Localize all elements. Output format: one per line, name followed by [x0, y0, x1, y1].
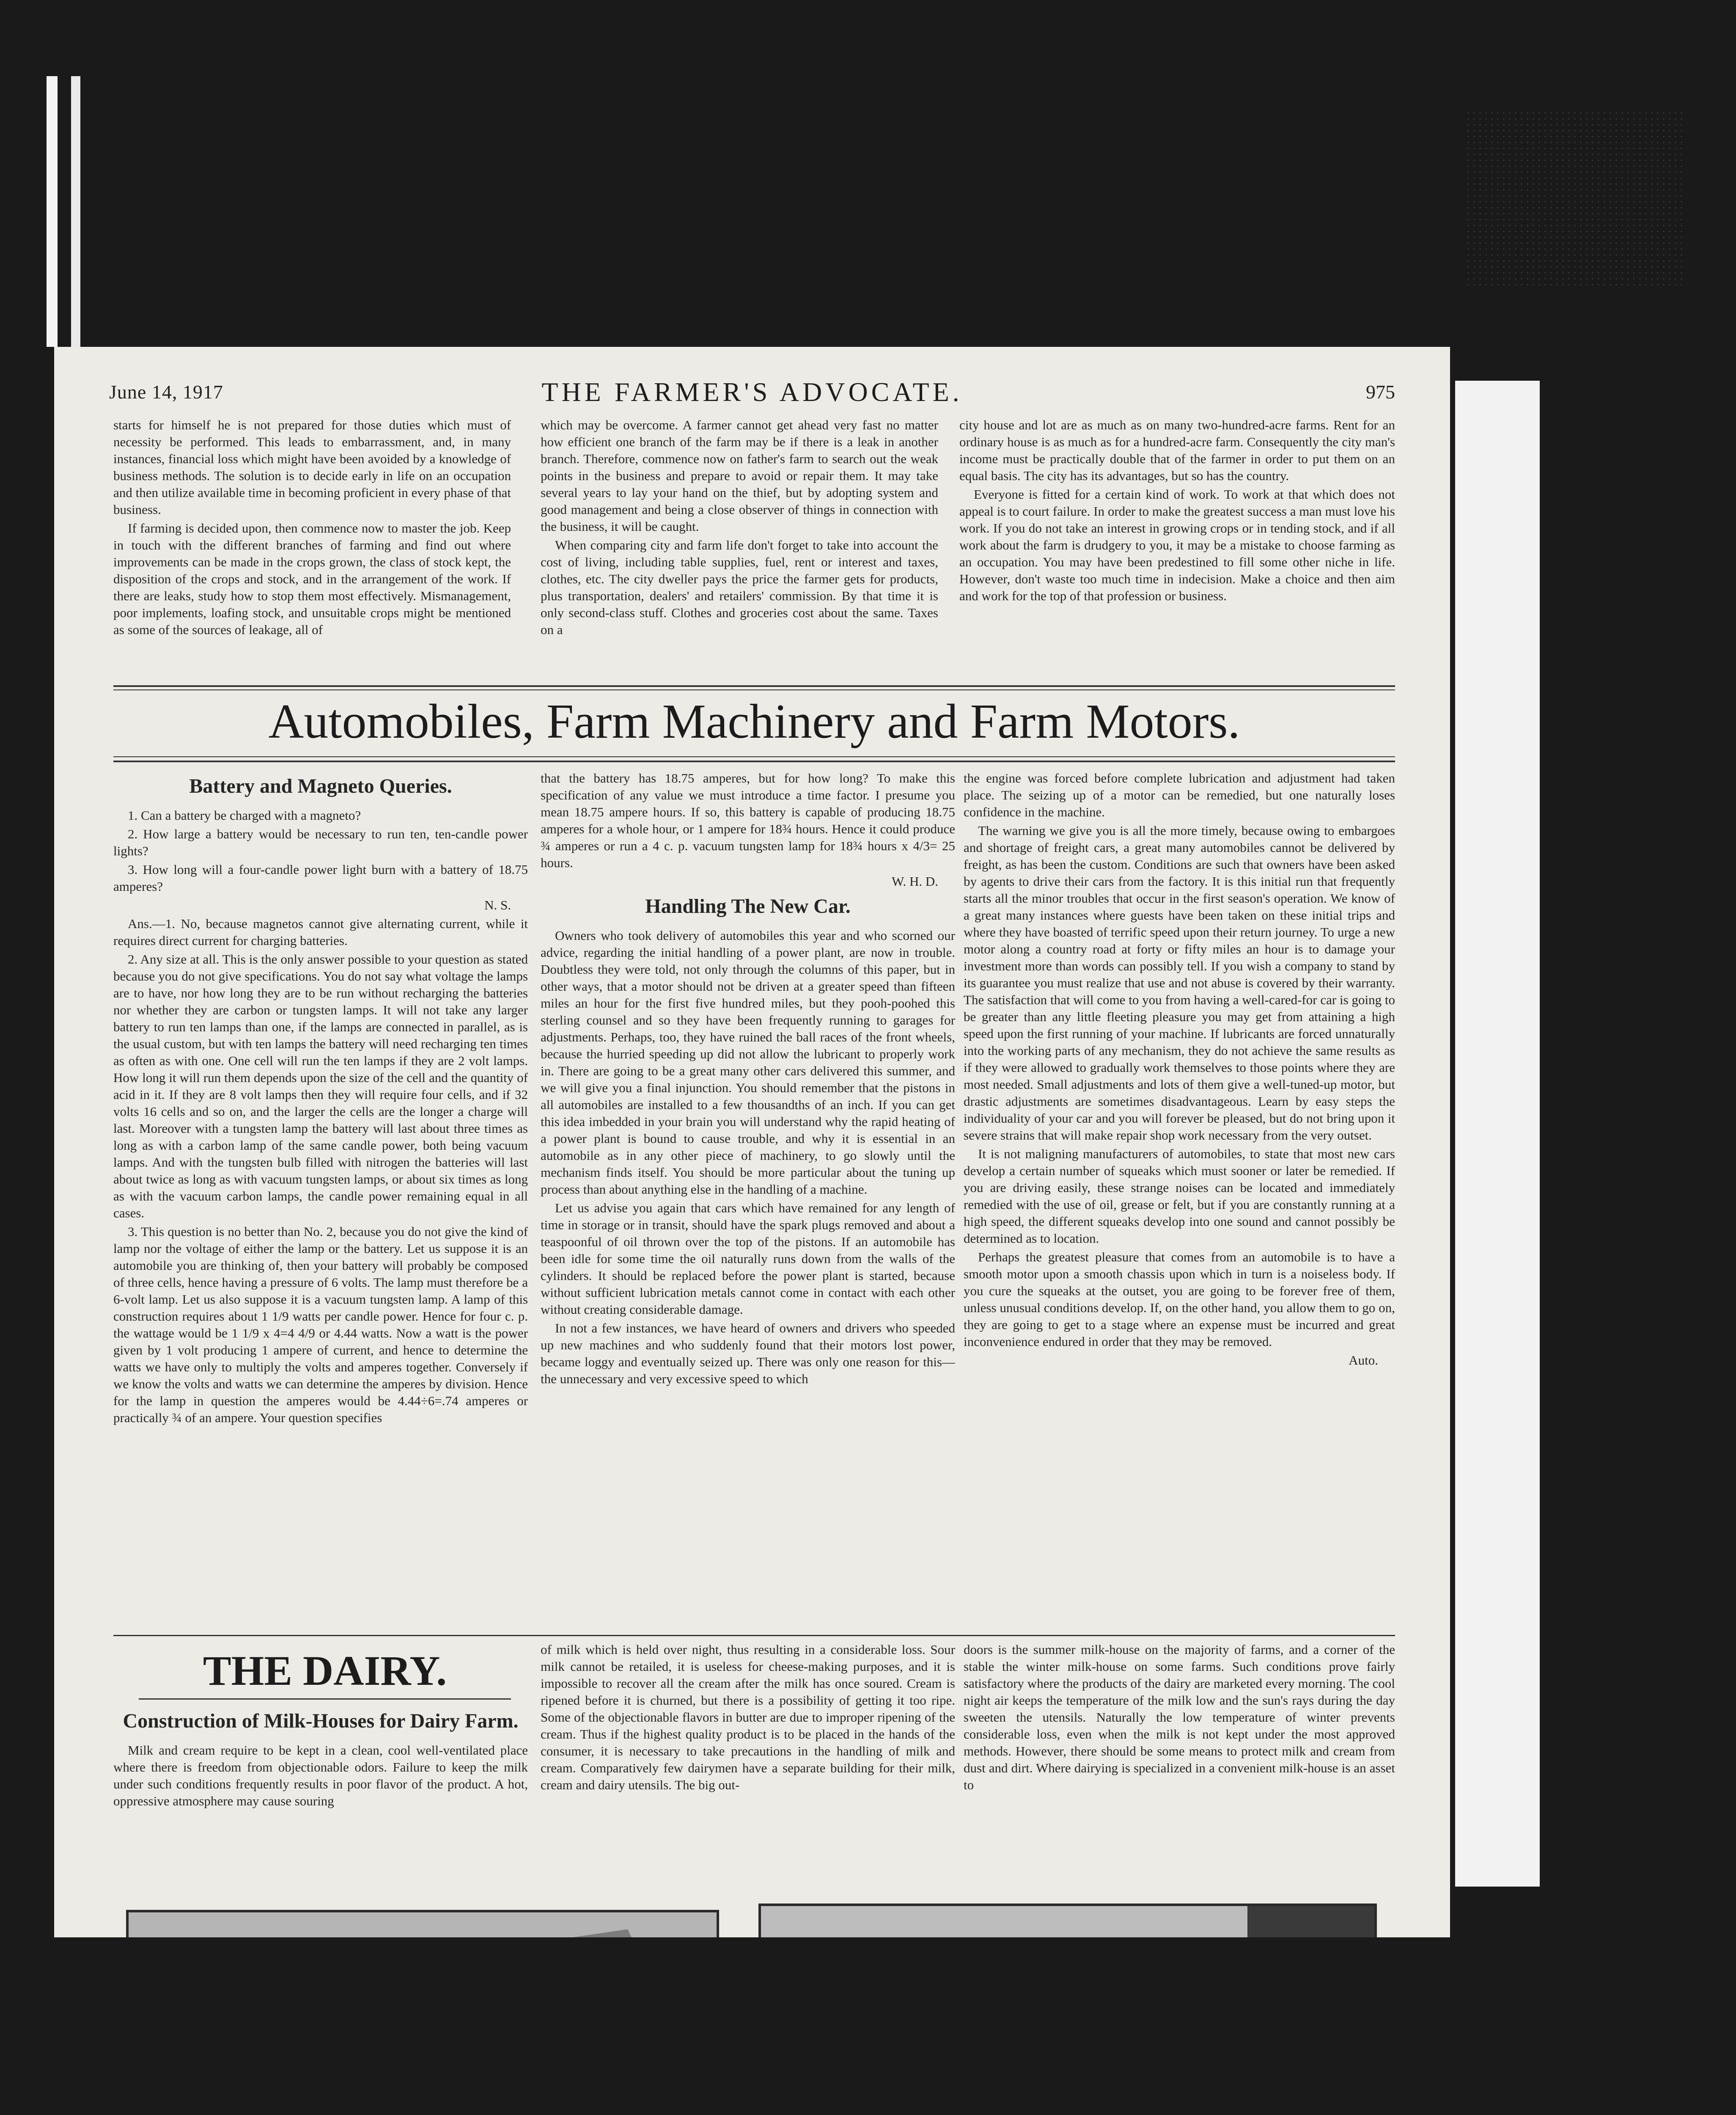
- question: 3. How long will a four-candle power light burn with a battery of 18.75 amperes?: [113, 862, 528, 894]
- answer-continued: that the battery has 18.75 amperes, but for how long? To make this specification of any value we must introduce a time factor. I presume you mean 18.75 ampere hours. If so, this battery is capable of producing 18.75 amperes for a whole hour, or 1 ampere for 18¾ hours. Hence it could produce ¾ amperes or run a 4 c. p. vacuum tungsten lamp for 18¾ hours x 4/3= 25 hours.: [541, 771, 955, 870]
- paragraph: city house and lot are as much as on many two-hundred-acre farms. Rent for an ordinary house is as much as for a hundred-acre farm. Consequently the city man's income must be practically double that of the farmer in order to put them on an equal basis. The city has its advantages, but so has the country.: [959, 418, 1395, 483]
- paragraph: of milk which is held over night, thus resulting in a considerable loss. Sour milk cannot be retailed, it is useless for cheese-making purposes, and it is impossible to recover all the cream after the milk has once soured. Cream is ripened before it is churned, but there is a possibility of getting it too ripe. Some of the objectionable flavors in butter are due to improper ripening of the cream. Thus if the highest quality product is to be placed in the hands of the consumer, it is necessary to take precautions in the handling of milk and cream. Comparatively few dairymen have a separate building for their milk, cream and dairy utensils. The big out-: [541, 1642, 955, 1792]
- running-head: [109, 376, 1395, 410]
- paragraph: When comparing city and farm life don't forget to take into account the cost of living, including table supplies, fuel, rent or interest and taxes, clothes, etc. The city dweller pays the price the farmer gets for products, plus transportation, dealers' and retailers' commission. By that time it is only second-class stuff. Clothes and groceries cost about the same. Taxes on a: [541, 538, 938, 637]
- paragraph: Owners who took delivery of automobiles this year and who scorned our advice, regarding the initial handling of a power plant, are now in trouble. Doubtless they were told, not only through the columns of this paper, but in other ways, that a motor should not be driven at a greater speed than fifteen miles an hour for the first five hundred miles, but they pooh-poohed this sterling counsel and so they have been frequently running to garages for adjustments. Perhaps, too, they have ruined the ball races of the front wheels, because the hurried speeding up did not allow the lubricant to properly work in. There are going to be a great many other cars delivered this summer, and we will give you a final injunction. You should remember that the pistons in all automobiles are installed to a few thousandths of an inch. If you can get this idea imbedded in your brain you will understand why the rapid heating of a power plant is bound to cause trouble, and why it is essential in an automobile as in any other piece of machinery, to go slowly until the mechanism finds itself. You should be more particular about the tuning up process than about anything else in the handling of a machine.: [541, 928, 955, 1197]
- top-column-3: [959, 417, 1395, 675]
- article-heading: Construction of Milk-Houses for Dairy Farm.: [123, 1710, 519, 1732]
- new-car-article-continued: [964, 770, 1395, 1629]
- newspaper-page: [54, 347, 1450, 1937]
- section-title: Automobiles, Farm Machinery and Farm Motors.: [268, 695, 1240, 749]
- dairy-section-title: THE DAIRY.: [203, 1647, 447, 1694]
- answerer-initials: W. H. D.: [892, 874, 938, 889]
- divider: [113, 689, 1395, 690]
- paragraph: the engine was forced before complete lubrication and adjustment had taken place. The seizing up of a motor can be remedied, but one naturally loses confidence in the machine.: [964, 771, 1395, 819]
- adjacent-page-edge: [1455, 381, 1540, 1887]
- divider: [113, 756, 1395, 757]
- paragraph: Perhaps the greatest pleasure that comes from an automobile is to have a smooth motor upon a smooth chassis upon which in turn is a noiseless body. If you cure the squeaks at the outset, you are going to be forever free of them, unless unusual conditions develop. If, on the other hand, you allow them to go on, they are going to get to a stage where an expense must be incurred and great inconvenience endured in order that they may be removed.: [964, 1250, 1395, 1349]
- publication-title: THE FARMER'S ADVOCATE.: [541, 377, 963, 407]
- concrete-milk-house-photo: [126, 1910, 719, 1937]
- paragraph: It is not maligning manufacturers of automobiles, to state that most new cars develop a certain number of squeaks which must sooner or later be remedied. If you are driving easily, these strange noises can be located and immediately remedied with the use of oil, grease or felt, but if you are constantly running at a high speed, the different squeaks develop into one sound and cannot possibly be determined as to location.: [964, 1146, 1395, 1246]
- answer: Ans.—1. No, because magnetos cannot give alternating current, while it requires direct current for charging batteries.: [113, 916, 528, 948]
- divider: [113, 685, 1395, 687]
- dairy-column-1: [113, 1705, 528, 1882]
- paragraph: starts for himself he is not prepared for those duties which must of necessity be performed. This leads to embarrassment, and, in many instances, financial loss which might have been avoided by a knowledge of business methods. The solution is to decide early in life on an occupation and then utilize available time in becoming proficient in every phase of that business.: [113, 418, 511, 517]
- paragraph: Let us advise you again that cars which have remained for any length of time in storage or in transit, should have the spark plugs removed and about a teaspoonful of oil thrown over the top of the pistons. If an automobile has been idle for some time the oil naturally runs down from the walls of the cylinders. It should be replaced before the power plant is started, because without sufficient lubrication metals cannot come in contact with each other without creating considerable damage.: [541, 1200, 955, 1317]
- divider: [139, 1698, 511, 1700]
- top-column-2: [541, 417, 938, 675]
- paragraph: In not a few instances, we have heard of owners and drivers who speeded up new machines and who suddenly found that their motors lost power, became loggy and eventually seized up. There was only one reason for this—the unnecessary and very excessive speed to which: [541, 1321, 955, 1386]
- new-car-article-column: [541, 770, 955, 1629]
- scan-noise: [1465, 110, 1685, 288]
- top-column-1: [113, 417, 511, 675]
- paragraph: which may be overcome. A farmer cannot get ahead very fast no matter how efficient one branch of the farm may be if there is a leak in another branch. Therefore, commence now on father's farm to search out the weak points in the business and prepare to avoid or repair them. It may take several years to lay your hand on the thief, but by adopting system and good management and being a close observer of things in connection with the business, it will be caught.: [541, 418, 938, 534]
- dairy-column-2: [541, 1641, 955, 1882]
- paragraph: If farming is decided upon, then commence now to master the job. Keep in touch with the different branches of farming and find out where improvements can be made in the crops grown, the class of stock kept, the disposition of the crops and stock, and in the arrangement of the work. If there are leaks, study how to stop them most effectively. Mismanagement, poor implements, loafing stock, and unsuitable crops might be mentioned as some of the sources of leakage, all of: [113, 521, 511, 637]
- paragraph: doors is the summer milk-house on the majority of farms, and a corner of the stable the winter milk-house on some farms. Such conditions prove fairly satisfactory where the products of the dairy are marketed every morning. The cool night air keeps the temperature of the milk low and the sun's rays during the day sweeten the utensils. Naturally the low temperature of winter prevents considerable loss, even when the milk is not kept under the most approved methods. However, there should be some means to protect milk and cream from dust and dirt. Where dairying is specialized in a convenient milk-house is an asset to: [964, 1642, 1395, 1792]
- answer: 2. Any size at all. This is the only answer possible to your question as stated because you do not give specifications. You do not say what voltage the lamps are to have, nor how long they are to be run without recharging the batteries nor whether they are carbon or tungsten lamps. It will not take any larger battery to run ten lamps than one, if the lamps are connected in parallel, as is the usual custom, but with ten lamps the battery will need recharging ten times as often as with one. One cell will run the ten lamps if they are 2 volt lamps. How long it will run them depends upon the size of the cell and the quantity of acid in it. If they are 8 volt lamps then they will require four cells, and if 32 volts 16 cells and so on, and the larger the cells are the longer a charge will last. Moreover with a tungsten lamp the battery will last about three times as long as with a carbon lamp of the same candle power, both being vacuum lamps. And with the tungsten bulb filled with nitrogen the batteries will last about twice as long as with vacuum tungsten lamps, or about six times as long as with the vacuum carbon lamps, the candle power remaining equal in all cases.: [113, 952, 528, 1220]
- scan-edge: [71, 76, 80, 347]
- issue-date: June 14, 1917: [109, 381, 223, 403]
- questioner-initials: N. S.: [484, 898, 511, 912]
- page-number: 975: [1366, 381, 1395, 403]
- paragraph: Milk and cream require to be kept in a clean, cool well-ventilated place where there is freedom from objectionable odors. Failure to keep the milk under such conditions frequently results in poor flavor of the product. A hot, oppressive atmosphere may cause souring: [113, 1743, 528, 1808]
- divider: [113, 1635, 1395, 1636]
- article-heading: Handling The New Car.: [645, 895, 851, 917]
- question: 2. How large a battery would be necessary to run ten, ten-candle power lights?: [113, 827, 528, 858]
- author-signature: Auto.: [1349, 1353, 1378, 1368]
- divider: [113, 761, 1395, 762]
- question: 1. Can a battery be charged with a magneto?: [128, 808, 361, 823]
- dairy-column-3: [964, 1641, 1395, 1882]
- paragraph: The warning we give you is all the more timely, because owing to embargoes and shortage of freight cars, a great many automobiles cannot be delivered by freight, as has been the custom. Conditions are such that owners have been asked by agents to drive their cars from the factory. It is this initial run that frequently starts all the minor troubles that occur in the first season's operation. We know of a great many instances where guests have been taken on these initial trips and where they have boasted of terrific speed upon their return journey. To urge a new motor along a country road at forty or fifty miles an hour is to damage your investment more than words can possibly tell. If you wish a company to stand by its guarantee you must realize that use and not abuse is covered by their warranty. The satisfaction that will come to you from having a well-cared-for car is going to be greater than any little fleeting pleasure you may get from attaining a high speed upon the first running of your machine. If lubricants are forced unnaturally into the working parts of any mechanism, they do not achieve the same results as if they were allowed to gradually work themselves to those points where they are most needed. Small adjustments and lots of them give a well-tuned-up motor, but drastic adjustments are sometimes disadvantageous. Learn by easy steps the individuality of your car and you will forever be pleased, but do not bring upon it severe strains that will make repair shop work necessary from the very outset.: [964, 823, 1395, 1143]
- answer: 3. This question is no better than No. 2, because you do not give the kind of lamp nor the voltage of either the lamp or the battery. Let us suppose it is an automobile you are thinking of, then your battery will probably be composed of three cells, hence having a pressure of 6 volts. The lamp must therefore be a 6-volt lamp. Let us also suppose it is a vacuum tungsten lamp. A lamp of this construction requires about 1 1/9 watts per candle power. Hence for four c. p. the wattage would be 1 1/9 x 4=4 4/9 or 4.44 watts. Now a watt is the power given by 1 volt producing 1 ampere of current, and hence to determine the watts we have only to multiply the volts and amperes together. Conversely if we know the volts and watts we can determine the amperes by division. Hence for the lamp in question the amperes would be 4.44÷6=.74 amperes or practically ¾ of an ampere. Your question specifies: [113, 1224, 528, 1425]
- paragraph: Everyone is fitted for a certain kind of work. To work at that which does not appeal is to court failure. In order to make the greatest success a man must love his work. If you do not take an interest in growing crops or in tending stock, and if all work about the farm is drudgery to you, it may be a mistake to choose farming as an occupation. You may have been predestined to fill some other niche in life. However, don't waste too much time in indecision. Make a choice and then aim and work for the top of that profession or business.: [959, 487, 1395, 603]
- scan-edge: [47, 76, 58, 347]
- article-heading: Battery and Magneto Queries.: [189, 775, 452, 797]
- battery-article: [113, 770, 528, 1629]
- frame-milk-house-photo: [758, 1904, 1377, 1937]
